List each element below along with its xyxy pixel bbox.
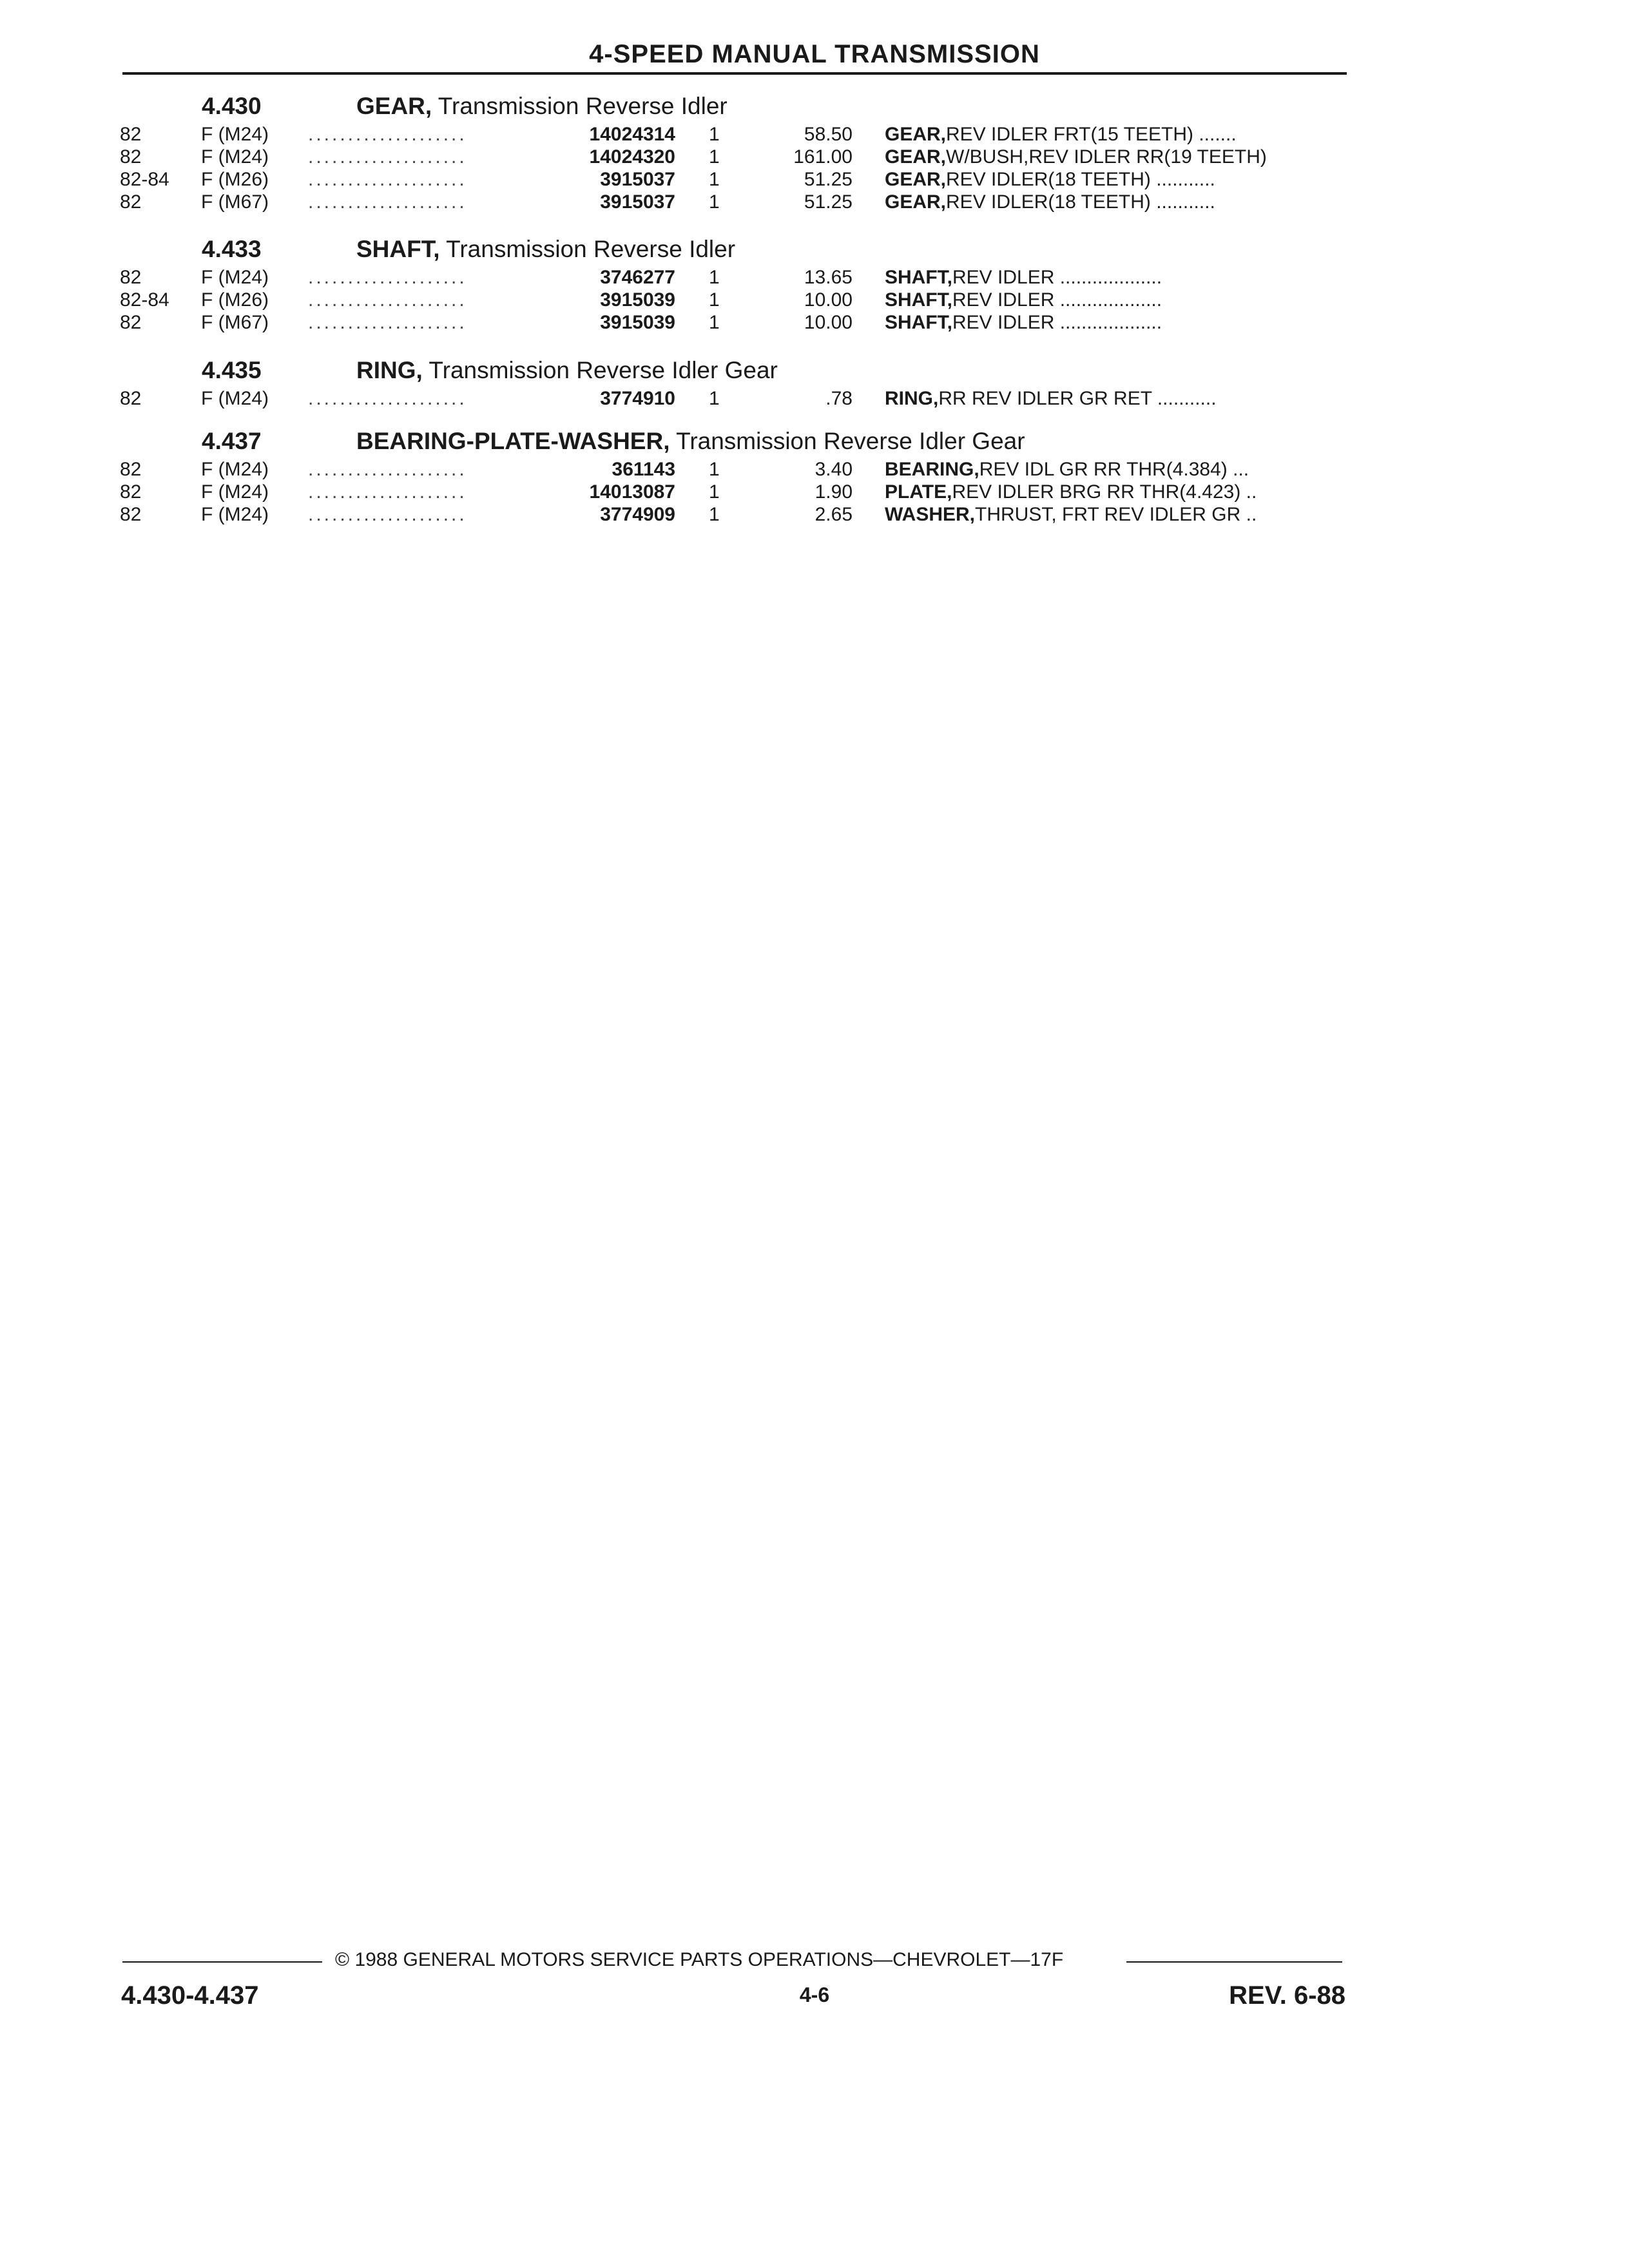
header-rule (122, 72, 1347, 75)
parts-row (0, 289, 1629, 312)
model-cell: F (M24) (201, 481, 269, 503)
leader-dots: .................... (308, 146, 467, 168)
model-cell: F (M26) (201, 289, 269, 311)
parts-row (0, 267, 1629, 289)
footer-rule-left (122, 1961, 322, 1963)
section-title: GEAR, Transmission Reverse Idler (356, 93, 728, 119)
part-number-cell: 3746277 (600, 267, 675, 288)
part-number-cell: 3915039 (600, 312, 675, 333)
quantity-cell: 1 (709, 312, 720, 333)
description-cell: SHAFT, REV IDLER ................... (885, 312, 1162, 333)
leader-dots: .................... (308, 124, 467, 145)
part-number-cell: 14013087 (589, 481, 675, 503)
part-number-cell: 3915037 (600, 169, 675, 190)
section-heading (0, 89, 1629, 124)
section-heading (0, 424, 1629, 459)
leader-dots: .................... (308, 289, 467, 311)
section-number: 4.437 (202, 428, 262, 454)
year-cell: 82 (120, 312, 142, 333)
quantity-cell: 1 (709, 388, 720, 409)
section-heading (0, 353, 1629, 388)
quantity-cell: 1 (709, 289, 720, 311)
quantity-cell: 1 (709, 504, 720, 525)
part-number-cell: 14024314 (589, 124, 675, 145)
parts-row (0, 124, 1629, 146)
section-4-435 (0, 353, 1629, 410)
parts-row (0, 146, 1629, 169)
price-cell: 3.40 (815, 459, 853, 480)
price-cell: 1.90 (815, 481, 853, 503)
leader-dots: .................... (308, 191, 467, 213)
model-cell: F (M67) (201, 191, 269, 213)
price-cell: 58.50 (804, 124, 853, 145)
price-cell: .78 (825, 388, 853, 409)
year-cell: 82 (120, 504, 142, 525)
model-cell: F (M24) (201, 388, 269, 409)
description-cell: SHAFT, REV IDLER ................... (885, 289, 1162, 311)
section-title: BEARING-PLATE-WASHER, Transmission Reverse Idler Gear (356, 428, 1025, 454)
part-number-cell: 14024320 (589, 146, 675, 168)
quantity-cell: 1 (709, 124, 720, 145)
model-cell: F (M67) (201, 312, 269, 333)
leader-dots: .................... (308, 459, 467, 480)
part-number-cell: 3915037 (600, 191, 675, 213)
leader-dots: .................... (308, 481, 467, 503)
year-cell: 82 (120, 267, 142, 288)
quantity-cell: 1 (709, 459, 720, 480)
section-title: SHAFT, Transmission Reverse Idler (356, 236, 736, 262)
quantity-cell: 1 (709, 191, 720, 213)
page-number: 4-6 (799, 1983, 830, 2006)
parts-row (0, 459, 1629, 481)
footer-section-range: 4.430-4.437 (121, 1981, 259, 2010)
leader-dots: .................... (308, 504, 467, 525)
section-number: 4.435 (202, 357, 262, 383)
price-cell: 13.65 (804, 267, 853, 288)
leader-dots: .................... (308, 388, 467, 409)
model-cell: F (M24) (201, 504, 269, 525)
section-number: 4.430 (202, 93, 262, 119)
part-number-cell: 361143 (612, 459, 675, 480)
quantity-cell: 1 (709, 146, 720, 168)
quantity-cell: 1 (709, 481, 720, 503)
section-4-433 (0, 232, 1629, 334)
part-number-cell: 3774910 (600, 388, 675, 409)
price-cell: 10.00 (804, 289, 853, 311)
footer-rule-right (1126, 1961, 1342, 1963)
description-cell: GEAR, REV IDLER(18 TEETH) ........... (885, 169, 1215, 190)
footer-copyright: © 1988 GENERAL MOTORS SERVICE PARTS OPERATIONS—CHEVROLET—17F (335, 1949, 1064, 1970)
page-title: 4-SPEED MANUAL TRANSMISSION (589, 40, 1040, 68)
price-cell: 51.25 (804, 191, 853, 213)
section-heading (0, 232, 1629, 267)
leader-dots: .................... (308, 312, 467, 333)
description-cell: PLATE, REV IDLER BRG RR THR(4.423) .. (885, 481, 1257, 503)
section-4-437 (0, 424, 1629, 526)
price-cell: 161.00 (793, 146, 853, 168)
model-cell: F (M26) (201, 169, 269, 190)
parts-row (0, 504, 1629, 526)
year-cell: 82 (120, 191, 142, 213)
parts-row (0, 191, 1629, 214)
model-cell: F (M24) (201, 267, 269, 288)
section-number: 4.433 (202, 236, 262, 262)
parts-row (0, 169, 1629, 191)
quantity-cell: 1 (709, 267, 720, 288)
price-cell: 10.00 (804, 312, 853, 333)
year-cell: 82 (120, 388, 142, 409)
part-number-cell: 3915039 (600, 289, 675, 311)
model-cell: F (M24) (201, 459, 269, 480)
description-cell: WASHER, THRUST, FRT REV IDLER GR .. (885, 504, 1257, 525)
model-cell: F (M24) (201, 124, 269, 145)
parts-row (0, 388, 1629, 410)
year-cell: 82 (120, 481, 142, 503)
leader-dots: .................... (308, 169, 467, 190)
parts-row (0, 481, 1629, 504)
year-cell: 82 (120, 124, 142, 145)
description-cell: RING, RR REV IDLER GR RET ........... (885, 388, 1217, 409)
price-cell: 51.25 (804, 169, 853, 190)
section-4-430 (0, 89, 1629, 214)
year-cell: 82 (120, 459, 142, 480)
leader-dots: .................... (308, 267, 467, 288)
description-cell: GEAR, W/BUSH,REV IDLER RR(19 TEETH) (885, 146, 1267, 168)
price-cell: 2.65 (815, 504, 853, 525)
model-cell: F (M24) (201, 146, 269, 168)
year-cell: 82-84 (120, 289, 169, 311)
part-number-cell: 3774909 (600, 504, 675, 525)
section-title: RING, Transmission Reverse Idler Gear (356, 357, 778, 383)
description-cell: GEAR, REV IDLER(18 TEETH) ........... (885, 191, 1215, 213)
year-cell: 82 (120, 146, 142, 168)
quantity-cell: 1 (709, 169, 720, 190)
year-cell: 82-84 (120, 169, 169, 190)
description-cell: SHAFT, REV IDLER ................... (885, 267, 1162, 288)
description-cell: GEAR, REV IDLER FRT(15 TEETH) ....... (885, 124, 1237, 145)
revision-label: REV. 6-88 (1229, 1981, 1345, 2010)
description-cell: BEARING, REV IDL GR RR THR(4.384) ... (885, 459, 1249, 480)
parts-row (0, 312, 1629, 334)
